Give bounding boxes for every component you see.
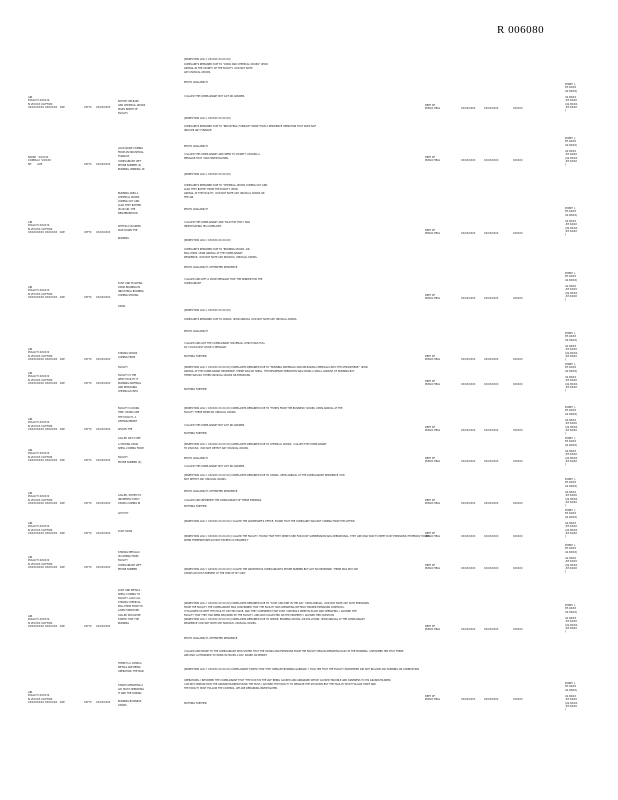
log-line: I FOLLOWED UP WITH THE FACILITY ON THIS ISSUE, AND THEY CONFIRMED THAT DUST CONTROLS WERE IN PLACE AND OPERATING. I ADVISED THE bbox=[184, 610, 357, 613]
complaint-description-line: MILES NORTH OF bbox=[118, 108, 138, 111]
complaint-description-line: BURNING MATERIAL bbox=[118, 382, 142, 385]
complaint-description-line: CHEMICAL ODORS bbox=[118, 196, 140, 199]
open-date: XX/XX/XXXX bbox=[461, 383, 476, 387]
location-point-block: POINT (- 87.6XXX 41.8XXX) 41.8XXX -87.6XXX (41.8XXX, -87.6XXX ) bbox=[565, 137, 578, 167]
complaint-code: XXTTX bbox=[84, 230, 92, 234]
agency-label: PUBLIC HEAL bbox=[425, 159, 441, 163]
location-point-block: POINT (- 87.6XXX 41.8XXX) 41.8XXX -87.6XXX (41.8XXX, -87.6XXX ) bbox=[565, 437, 578, 467]
complaint-description-line: STRONG ODORS bbox=[118, 352, 138, 355]
complaint-description-line: PHONE NUMBER (X). bbox=[118, 461, 143, 464]
record-number: XXXXXX bbox=[513, 383, 523, 387]
agency-label: PUBLIC HEAL bbox=[425, 232, 441, 236]
record-number: XXXXXX bbox=[513, 429, 523, 433]
log-line: I CALLED THE COMPLAINANT AND WENT TO VICINITY, LEAVING A bbox=[184, 153, 260, 156]
complaint-address-block: AIR POLLUTI XXXX N N VIXXXX CLIFTON XXXXXXXXX XXXXXXX AVE bbox=[28, 522, 65, 535]
complaint-description-line: DUST AND METALS bbox=[118, 589, 141, 592]
complaint-description-line: WITHIN A QUARTER bbox=[118, 225, 141, 228]
log-line: ODORS OR DUST PRESENT AT THE TIME OF MY VISIT. bbox=[184, 572, 246, 575]
agency-label: PUBLIC HEAL bbox=[425, 383, 441, 387]
complaint-description-line: CERTAIN PERMIT bbox=[118, 420, 138, 423]
complaint-code: XXTTX bbox=[84, 381, 92, 385]
agency-label: PUBLIC HEAL bbox=[425, 567, 441, 571]
complaint-code: XXTTX bbox=[84, 624, 92, 628]
complaint-code: XXTTX bbox=[84, 458, 92, 462]
log-line: [INSPECTION LOG = XXXXXX XX:XX:XX] bbox=[184, 117, 231, 120]
log-line: COMPLAINANT bbox=[184, 282, 202, 285]
complaint-description-line: CALLED WOULD BE bbox=[118, 614, 141, 617]
complaint-address-block: AIR POLLUTI XXXX N N VIXXXX CLIFTON XXXXXXXXX XXXXXXX AVE bbox=[28, 221, 65, 234]
log-line: I CALLED THE COMPLAINANT BUT GOT NO ANSWER. bbox=[184, 95, 245, 98]
log-line: ALSO THEY BATHE" FROM THE FACILITY. UPON bbox=[184, 188, 238, 191]
log-line: [INSPECTION LOG = XXXXXX XX:XX:XX] COMPLAINTS REMAINED DUE TO CHEMICAL ODORS. I CALLED THE COMPLAINANT bbox=[184, 443, 327, 446]
complaint-address-block: AIR POLLUTI XXXX N N VIXXXX CLIFTON XXXXXXXXX XXXXXXX AVE bbox=[28, 691, 65, 704]
complaint-description-line: BURNING bbox=[118, 237, 129, 240]
complaint-date: XX/XX/XXXX bbox=[96, 531, 111, 535]
complaint-date: XX/XX/XXXX bbox=[96, 105, 111, 109]
close-date: XX/XX/XXXX bbox=[484, 460, 499, 464]
complaint-description-line: FROM AN INDUSTRIAL bbox=[118, 151, 144, 154]
complaint-code: XXTTX bbox=[84, 105, 92, 109]
complaint-address-block: AIR POLLUTI XXXX N N VIXXXX CLIFTON XXXXXXXXX XXXXXXX AVE bbox=[28, 96, 65, 109]
agency-label: PUBLIC HEAL bbox=[425, 502, 441, 506]
record-number: XXXXXX bbox=[513, 567, 523, 571]
log-line: COMPLAINTS REMAINED DUE TO "INDUSTRIAL FURNACE" MORE THAN A RESIDENCE OPERATION THAT DOES NOT bbox=[184, 125, 317, 128]
complaint-description-line: COMPLAINANT LEFT bbox=[118, 564, 142, 567]
complaint-description-line: ACTIVITY bbox=[118, 512, 129, 515]
log-line: FACILITY THAT THEY HAD BEEN REQUIRED BY THE FACILITY, AND WAS COLLECTED ON THE PROPERTY. I ADVISED HER QUESTION bbox=[184, 614, 334, 617]
log-line: COMPLAINTS REMAINED DUE TO "ODOR AND CHEMICAL ODORS" UPON bbox=[184, 63, 268, 66]
complaint-description-line: ALSO THEY BATHED bbox=[118, 204, 142, 207]
log-line: FROM THE FACILITY. THE COMPLAINANT WAS CONCERNED THAT THE FACILITY WAS OPERATING WITHOUT PROPER EMISSIONS CONTROLS. bbox=[184, 606, 345, 609]
log-line: I CALLED THE COMPLAINANT AND TOLD HIM THAT I WAS bbox=[184, 221, 251, 224]
complaint-description-line: CHEMICALS INTO bbox=[118, 390, 139, 393]
dept-label: DEPT OF bbox=[425, 625, 436, 628]
agency-label: PUBLIC HEAL bbox=[425, 297, 441, 301]
dept-label: DEPT OF bbox=[425, 156, 436, 159]
complaint-date: XX/XX/XXXX bbox=[96, 565, 111, 569]
open-date: XX/XX/XXXX bbox=[461, 535, 476, 539]
complaint-description-line: WEST FACILITY. IT bbox=[118, 378, 139, 381]
complaint-address-block: AIR POLLUTI XXXX N N VIXXXX CLIFTON XXXXXXXXX XXXXXXX AVE bbox=[28, 348, 65, 361]
log-line: ARE ONLY AUTHORIZED TO WORK IN HOURS A DAY, BASED ON PERMIT. bbox=[184, 654, 268, 657]
close-date: XX/XX/XXXX bbox=[484, 383, 499, 387]
complaint-date: XX/XX/XXXX bbox=[96, 357, 111, 361]
open-date: XX/XX/XXXX bbox=[461, 297, 476, 301]
location-point-block: POINT (- 87.6XXX 41.8XXX) 41.8XXX -87.6XXX (41.8XXX, -87.6XXX ) bbox=[565, 406, 578, 436]
agency-label: PUBLIC HEAL bbox=[425, 429, 441, 433]
log-line: THE FACILITY MUST FOLLOW THE CONTROL. WE ARE REMAINING INVESTIGATED. bbox=[184, 687, 278, 690]
agency-label: PUBLIC HEAL bbox=[425, 358, 441, 362]
log-line: [INSPECTION LOG = XXXXXX XX:XX:XX] I CALLED THE ADDRESSEE'S OFFICE, FOUND THAT THE COMPLAINT WAS NOT COMING FROM THIS OFFICE. bbox=[184, 520, 356, 523]
log-line: COMPLAINTS REMAINED DUE TO "BURNING ODORS. AIR bbox=[184, 248, 250, 251]
complaint-description-line: INDUSTRIAL BURNING bbox=[118, 290, 144, 293]
record-number: XXXXXX bbox=[513, 698, 523, 702]
record-number: XXXXXX bbox=[513, 107, 523, 111]
complaint-description-line: METALS ARE BEING bbox=[118, 666, 141, 669]
complaint-address-block: AIR POLLUTI XXXX N N VIXXXX CLIFTON XXXXXXXXX XXXXXXX AVE bbox=[28, 615, 65, 628]
log-line: NOTHING FURTHER. bbox=[184, 355, 208, 358]
open-date: XX/XX/XXXX bbox=[461, 502, 476, 506]
complaint-code: XXTTX bbox=[84, 295, 92, 299]
log-line: [INSPECTION LOG = XXXXXX XX:XX:XX] COMPLAINTS REMAINED DUE TO "FUMES FROM THE BUSINESS" ODORS. UPON ARRIVAL AT THE bbox=[184, 407, 343, 410]
complaint-description-line: COMING STRONG bbox=[118, 294, 139, 297]
log-line: PHOTO AVAILABILITY: ATTEMPTED RESIDENCE bbox=[184, 637, 238, 640]
log-line: [INSPECTION LOG = XXXXXX XX:XX:XX] COMPLAINTS REMAINED DUE TO "BURNING MATERIALS AND RELEASING CHEMICALS INTO THE ATMOSPHERE." UPON bbox=[184, 366, 368, 369]
open-date: XX/XX/XXXX bbox=[461, 698, 476, 702]
complaint-code: XXTTX bbox=[84, 565, 92, 569]
location-point-block: POINT (- 87.6XXX 41.8XXX) 41.8XXX -87.6XXX (41.8XXX, -87.6XXX ) bbox=[565, 332, 578, 362]
log-line: INCLUDE ANY FURNACE. bbox=[184, 129, 213, 132]
complaint-description-line: CALLED, STATED TO bbox=[118, 494, 142, 497]
location-point-block: POINT (- 87.6XXX 41.8XXX) 41.8XXX -87.6XXX (41.8XXX, -87.6XXX ) bbox=[565, 604, 578, 634]
complaint-address-block: AIR POLLUTI XXXX N N VIXXXX CLIFTON XXXXXXXXX XXXXXXX AVE bbox=[28, 449, 65, 462]
complaint-description-line: ODOR. bbox=[118, 305, 126, 308]
log-line: [INSPECTION LOG = XXXXXX XX:XX:XX] COMPLAINTS REMAINED DUE TO "DUST AND DIRT IN THE AIR." UPON ARRIVAL, I DID NOT NOTE ANY DUST EMISSIONS bbox=[184, 602, 369, 605]
location-point-block: POINT (- 87.6XXX 41.8XXX) 41.8XXX -87.6XXX (41.8XXX, -87.6XXX ) bbox=[565, 478, 578, 508]
complaint-description-line: COMING FROM bbox=[118, 356, 136, 359]
complaint-description-line: IT AND THE DURING bbox=[118, 692, 142, 695]
open-date: XX/XX/XXXX bbox=[461, 460, 476, 464]
log-line: [INSPECTION LOG = XXXXXX XX:XX:XX] COMPLAINTS REMAINED DUE TO SMOKE, BURNING ODORS, AIR POLLUTION. UPON ARRIVAL AT THE COMPLAINANT bbox=[184, 618, 365, 621]
complaint-description-line: SMELL COMING FROM bbox=[118, 447, 144, 450]
close-date: XX/XX/XXXX bbox=[484, 502, 499, 506]
dept-label: DEPT OF bbox=[425, 457, 436, 460]
agency-label: PUBLIC HEAL bbox=[425, 107, 441, 111]
log-line: I AM NOT CERTAIN HOW THE GRANDCHILDREN FOUND THE DUST. I ADVISED THE FACILITY TO RESOLVE THE SITUATION BUT THE FACILITY MUST FOLLOW STATE AND bbox=[184, 683, 376, 686]
log-line: NOT DETECT ANY UNUSUAL ODORS. bbox=[184, 478, 227, 481]
bates-number: R 006080 bbox=[497, 24, 545, 36]
open-date: XX/XX/XXXX bbox=[461, 159, 476, 163]
complaint-description-line: NOTICE: RELEASE bbox=[118, 100, 139, 103]
complaint-description-line: POLLUTION FROM TO bbox=[118, 605, 143, 608]
location-point-block: POINT (- 87.6XXX 41.8XXX) 41.8XXX -87.6XXX (41.8XXX, -87.6XXX ) bbox=[565, 363, 578, 393]
log-line: I CALLED AND GOT THE COMPLAINANT VOICEMAIL, WHICH WAS FULL bbox=[184, 342, 265, 345]
open-date: XX/XX/XXXX bbox=[461, 628, 476, 632]
complaint-description-line: LAWN FURNITURE. bbox=[118, 609, 140, 612]
log-line: FACILITY THERE WERE NO UNUSUAL ODORS. bbox=[184, 411, 237, 414]
log-line: PHOTO AVAILABILITY bbox=[184, 81, 209, 84]
complaint-address-block: AIR POLLUTI XXXX N N VIXXXX CLIFTON XXXXXXXXX XXXXXXX AVE bbox=[28, 286, 65, 299]
location-point-block: POINT (- 87.6XXX 41.8XXX) 41.8XXX -87.6XXX (41.8XXX, -87.6XXX ) bbox=[565, 509, 578, 539]
close-date: XX/XX/XXXX bbox=[484, 429, 499, 433]
log-line: [INSPECTION LOG = XXXXXX XX:XX:XX] bbox=[184, 58, 231, 61]
log-line: ARRIVAL IN THE VICINITY OF THE FACILITY. I DID NOT NOTE bbox=[184, 67, 253, 70]
log-line: I CALLED AND LEFT A VOICE MESSAGE THAT THE SENDER FOR THE bbox=[184, 278, 263, 281]
complaint-description-line: AND RELEASING bbox=[118, 386, 138, 389]
complaint-description-line: PHONE NUMBER bbox=[118, 568, 138, 571]
complaint-description-line: FACILITY bbox=[118, 366, 128, 369]
open-date: XX/XX/XXXX bbox=[461, 232, 476, 236]
location-point-block: POINT (- 87.6XXX 41.8XXX) 41.8XXX -87.6XXX (41.8XXX, -87.6XXX ) bbox=[565, 83, 578, 113]
location-point-block: POINT (- 87.6XXX 41.8XXX) 41.8XXX -87.6XXX (41.8XXX, -87.6XXX ) bbox=[565, 272, 578, 302]
log-line: COMPLAINTS REMAINED DUE TO "CHEMICAL ODORS COMING OUT AND bbox=[184, 184, 268, 187]
complaint-description-line: TIME. ODORS ARE bbox=[118, 411, 140, 414]
log-line: I CALLED THE COMPLAINANT BUT GOT NO ANSWER. bbox=[184, 424, 245, 427]
log-line: PHOTO AVAILABILITY bbox=[184, 330, 209, 333]
close-date: XX/XX/XXXX bbox=[484, 358, 499, 362]
complaint-date: XX/XX/XXXX bbox=[96, 381, 111, 385]
complaint-description-line: AND CHEMICAL ODORS bbox=[118, 104, 146, 107]
complaint-description-line: FACILITY IS THE bbox=[118, 374, 137, 377]
record-number: XXXXXX bbox=[513, 159, 523, 163]
complaint-description-line: NEIGHBORHOOD bbox=[118, 212, 138, 215]
complaint-description-line: SHOWS THE bbox=[118, 428, 133, 431]
complaint-description-line: DUST AND FLOATING bbox=[118, 282, 143, 285]
log-line: I CALLED AND INFORMED THE COMPLAINANT OF THESE FINDINGS. bbox=[184, 499, 262, 502]
log-line: RESIDENCE I DID NOT NOTE ANY NOXIOUS, UNUSUAL ODORS. bbox=[184, 622, 257, 625]
log-line: COMPLAINTS REMAINED DUE TO ODORS. UPON ARRIVAL I DID NOT NOTE ANY UNUSUAL ODORS. bbox=[184, 318, 298, 321]
complaint-date: XX/XX/XXXX bbox=[96, 427, 111, 431]
complaint-description-line: STRONG METALLIC bbox=[118, 551, 140, 554]
dept-label: DEPT OF bbox=[425, 499, 436, 502]
log-line: I CALLED THE COMPLAINANT BUT GOT NO ANSWER. bbox=[184, 465, 245, 468]
agency-label: PUBLIC HEAL bbox=[425, 628, 441, 632]
log-line: [INSPECTION LOG = XXXXXX XX:XX:XX] I CALLED THE FACILITY, FOUND THAT THEY WERE USED FOR DUST SUPPRESSION WAS OPERATIONAL. THEY ARE ONLY PAID TO MEET DUST EMISSIONS YESTERDAY HOURS bbox=[184, 535, 430, 538]
dept-label: DEPT OF bbox=[425, 532, 436, 535]
complaint-description-line: FACILITY. bbox=[118, 112, 129, 115]
log-line: WHEN TEMPERATURES DO NOT EXCEED XX DEGREES F bbox=[184, 539, 249, 542]
record-number: XXXXXX bbox=[513, 502, 523, 506]
dept-label: DEPT OF bbox=[425, 426, 436, 429]
open-date: XX/XX/XXXX bbox=[461, 429, 476, 433]
close-date: XX/XX/XXXX bbox=[484, 698, 499, 702]
log-line: PHOTO AVAILABILITY: ATTEMPTED RESIDENCE bbox=[184, 266, 238, 269]
complaint-description-line: STRONG CHEMICAL bbox=[118, 601, 141, 604]
location-point-block: POINT (- 87.6XXX 41.8XXX) 41.8XXX -87.6XXX (41.8XXX, -87.6XXX ) bbox=[565, 207, 578, 237]
complaint-description-line: STATED THAT THE bbox=[118, 618, 139, 621]
close-date: XX/XX/XXXX bbox=[484, 628, 499, 632]
log-line: PHOTO AVAILABILITY: ATTEMPTED RESIDENCE bbox=[184, 490, 238, 493]
log-line: [INSPECTION LOG = XXXXXX XX:XX:XX] bbox=[184, 239, 231, 242]
log-line: NOTHING FURTHER. bbox=[184, 388, 208, 391]
log-line: [INSPECTION LOG = XXXXXX XX:XX:XX] I CALLED THE ANONYMOUS COMPLAINANT'S PHONE NUMBER BUT GOT NO RESPONSE. THERE WAS NOT ANY bbox=[184, 568, 359, 571]
log-line: [INSPECTION LOG = XXXXXX XX:XX:XX] COMPLAINTS REMAINED DUE TO ODORS. UPON ARRIVAL AT THE COMPLAINANT RESIDENCE I DID bbox=[184, 474, 345, 477]
complaint-description-line: CALLED ON TO SEE bbox=[118, 437, 141, 440]
log-line: NOTHING FURTHER. bbox=[184, 505, 208, 508]
log-line: INVESTIGATING HIS COMPLAINT. bbox=[184, 225, 222, 228]
complaint-description-line: THE FACILITY, A bbox=[118, 416, 137, 419]
close-date: XX/XX/XXXX bbox=[484, 107, 499, 111]
record-number: XXXXXX bbox=[513, 297, 523, 301]
complaint-description-line: BURNING bbox=[118, 622, 129, 625]
log-line: MESSAGE THAT I WAS INVESTIGATING. bbox=[184, 157, 229, 160]
complaint-description-line: BURNING BUSINESS bbox=[118, 700, 142, 703]
close-date: XX/XX/XXXX bbox=[484, 232, 499, 236]
log-line: ARRIVAL AT THE FACILITY, I DID NOT NOTE ANY UNUSUAL ODORS OR bbox=[184, 192, 265, 195]
open-date: XX/XX/XXXX bbox=[461, 107, 476, 111]
complaint-description-line: FURNACE. bbox=[118, 155, 130, 158]
complaint-address-block: AIR POLLUTI XXXX N N VIXXXX CLIFTON XXXXXXXXX XXXXXXX AVE bbox=[28, 418, 65, 431]
log-line: THE AIR. bbox=[184, 196, 194, 199]
dept-label: DEPT OF bbox=[425, 104, 436, 107]
complaint-description-line: COMPLAINANT LEFT bbox=[118, 160, 142, 163]
complaint-address-block: AIR POLLUTI XXXX N N VIXXXX CLIFTON XXXXXXXXX XXXXXXX AVE bbox=[28, 372, 65, 385]
dept-label: DEPT OF bbox=[425, 355, 436, 358]
log-line: PHOTO AVAILABILITY bbox=[184, 457, 209, 460]
complaint-description-line: SMELL COMING TO bbox=[118, 593, 141, 596]
complaint-date: XX/XX/XXXX bbox=[96, 700, 111, 704]
log-line: POLLUTION. UPON ARRIVAL AT THE COMPLAINANT bbox=[184, 252, 243, 255]
log-line: ARRIVAL AT THE COMPLAINANT RESIDENCE, THERE WAS NO SMELL. THE RESIDENCE OPERATION WAS DOING A SMALL AMOUNT OF BURNING BUT bbox=[184, 370, 355, 373]
close-date: XX/XX/XXXX bbox=[484, 297, 499, 301]
complaint-description-line: BURNING AREA A bbox=[118, 192, 139, 195]
log-line: [INSPECTION LOG = XXXXXX XX:XX:XX] bbox=[184, 173, 231, 176]
complaint-code: XXTTX bbox=[84, 162, 92, 166]
complaint-description-line: ODOR BURNING IN bbox=[118, 286, 140, 289]
log-line: SO I COULD NOT LEAVE A MESSAGE. bbox=[184, 346, 227, 349]
complaint-description-line: THERE IS A COMPLA bbox=[118, 662, 142, 665]
complaint-code: XXTTX bbox=[84, 427, 92, 431]
dept-label: DEPT OF bbox=[425, 380, 436, 383]
complaint-address-block: AIR POLLUTI XXXX N N VIXXXX CLIFTON XXXXXXXXX XXXXXXX AVE bbox=[28, 556, 65, 569]
complaint-code: XXTTX bbox=[84, 531, 92, 535]
open-date: XX/XX/XXXX bbox=[461, 358, 476, 362]
dept-label: DEPT OF bbox=[425, 294, 436, 297]
complaint-code: XXTTX bbox=[84, 357, 92, 361]
log-line: PHOTO AVAILABILITY bbox=[184, 208, 209, 211]
complaint-date: XX/XX/XXXX bbox=[96, 230, 111, 234]
complaint-code: XXTTX bbox=[84, 501, 92, 505]
complaint-address-block: AIR POLLUTI XXXX N N VIXXXX CLIFTON XXXXXXXXX XXXXXXX AVE bbox=[28, 492, 65, 505]
log-line: [INSPECTION LOG = XXXXXX XX:XX:XX] COMPLAINANT STATED THAT THEY SMELLED BURNING GARBAGE. I TOLD HIM THAT THE FACILITY PROCEEDED DID NOT INCLUDE ANY BURNING OR COMBUSTION bbox=[184, 668, 419, 671]
complaint-description-line: PHONE NUMBER (X) bbox=[118, 164, 142, 167]
complaint-date: XX/XX/XXXX bbox=[96, 501, 111, 505]
complaint-description-line: FACILITY bbox=[118, 559, 128, 562]
complaint-description-line: ODORS COMING IN bbox=[118, 502, 141, 505]
log-line: [INSPECTION LOG = XXXXXX XX:XX:XX] bbox=[184, 309, 231, 312]
log-line: ANY UNUSUAL ODORS. bbox=[184, 71, 211, 74]
dept-label: DEPT OF bbox=[425, 695, 436, 698]
complaint-description-line: IN AN AIR. THE bbox=[118, 208, 136, 211]
log-line: RESIDENCE, I DID NOT NOTE ANY NOXIOUS, UNUSUAL ODORS. bbox=[184, 256, 258, 259]
complaint-description-line: DUST ODOR bbox=[118, 530, 133, 533]
record-number: XXXXXX bbox=[513, 358, 523, 362]
complaint-description-line: INCIDENTLY ELECT bbox=[118, 498, 140, 501]
log-line: PHOTO AVAILABILITY bbox=[184, 145, 209, 148]
complaint-description-line: FACILITY, ALSO ALL bbox=[118, 597, 141, 600]
complaint-description-line: A STRONG ODOR bbox=[118, 443, 139, 446]
dept-label: DEPT OF bbox=[425, 229, 436, 232]
complaint-description-line: COMING OUT AND bbox=[118, 200, 140, 203]
log-line: NOTHING FURTHER. bbox=[184, 432, 208, 435]
complaint-description-line: IN COMING FROM bbox=[118, 555, 139, 558]
complaint-date: XX/XX/XXXX bbox=[96, 624, 111, 628]
complaint-description-line: MILE DOWN THE bbox=[118, 229, 138, 232]
complaint-description-line: ODORS bbox=[118, 704, 127, 707]
complaint-description-line: OPERATION. THE MAN bbox=[118, 670, 144, 673]
complaint-address-block: NOISE XXXX N COMPLAI VIXXXX NT AVE bbox=[28, 156, 51, 166]
complaint-code: XXTTX bbox=[84, 700, 92, 704]
agency-label: PUBLIC HEAL bbox=[425, 460, 441, 464]
log-line: TO DISCUSS. I DID NOT DETECT ANY UNUSUAL ODORS. bbox=[184, 447, 249, 450]
close-date: XX/XX/XXXX bbox=[484, 535, 499, 539]
complaint-date: XX/XX/XXXX bbox=[96, 162, 111, 166]
close-date: XX/XX/XXXX bbox=[484, 567, 499, 571]
log-line: NOTHING FURTHER. bbox=[184, 702, 208, 705]
agency-label: PUBLIC HEAL bbox=[425, 535, 441, 539]
location-point-block: POINT (- 87.6XXX 41.8XXX) 41.8XXX -87.6XXX (41.8XXX, -87.6XXX ) bbox=[565, 682, 578, 712]
open-date: XX/XX/XXXX bbox=[461, 567, 476, 571]
complaint-date: XX/XX/XXXX bbox=[96, 458, 111, 462]
complaint-description-line: FACILITY IS DOING bbox=[118, 407, 140, 410]
complaint-description-line: FACILITY bbox=[118, 456, 128, 459]
complaint-description-line: LOUD NOISE COMING bbox=[118, 147, 143, 150]
record-number: XXXXXX bbox=[513, 535, 523, 539]
agency-label: PUBLIC HEAL bbox=[425, 698, 441, 702]
log-line: I CALLED AND SPOKE TO THE COMPLAINANT WHO STATED THAT THE ODORS AND EMISSIONS FROM THE FACILITY BEGAN OPERATING DAILY IN THE MORNING. I INFORMED HIM THAT THERE bbox=[184, 650, 404, 653]
complaint-description-line: AM, MOST OPERATING bbox=[118, 688, 144, 691]
record-number: XXXXXX bbox=[513, 628, 523, 632]
log-line: THERE WAS NO OTHER UNUSUAL ODORS OR EMISSIONS. bbox=[184, 374, 251, 377]
location-point-block: POINT (- 87.6XXX 41.8XXX) 41.8XXX -87.6XXX (41.8XXX, -87.6XXX ) bbox=[565, 544, 578, 574]
complaint-description-line: STARTS OPERATING A bbox=[118, 684, 144, 687]
complaint-date: XX/XX/XXXX bbox=[96, 295, 111, 299]
log-line: OPERATIONS. I INFORMED THE COMPLAINANT THAT "THE DUST IN THE AIR" BEING CAUSED AND ARRANGED WHICH CAUSED TROUBLE AND DIZZINESS TO HIS GRANDCHILDREN, bbox=[184, 679, 392, 682]
close-date: XX/XX/XXXX bbox=[484, 159, 499, 163]
record-number: XXXXXX bbox=[513, 460, 523, 464]
dept-label: DEPT OF bbox=[425, 564, 436, 567]
complaint-description-line: BURNING. BINNING, IN bbox=[118, 168, 145, 171]
record-number: XXXXXX bbox=[513, 232, 523, 236]
